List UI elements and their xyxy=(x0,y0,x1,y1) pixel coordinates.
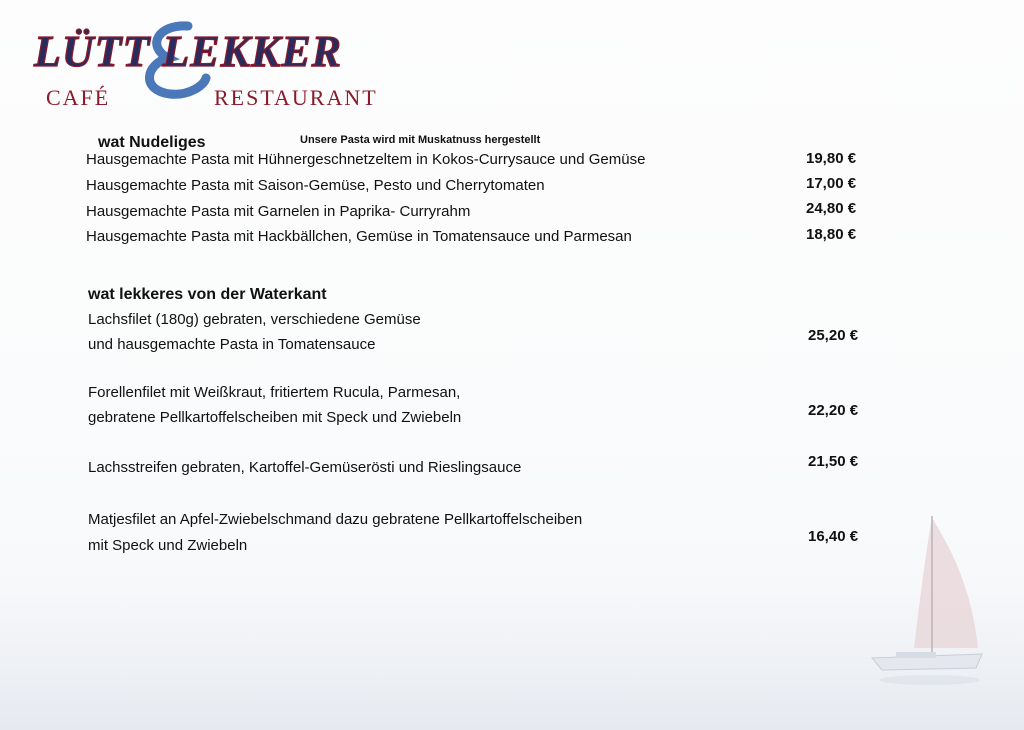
sailboat-illustration xyxy=(860,510,1000,700)
logo-graphic xyxy=(28,16,408,112)
section-title-waterkant: wat lekkeres von der Waterkant xyxy=(88,286,327,303)
sailboat-icon xyxy=(860,510,1000,700)
menu-item-line: Hausgemachte Pasta mit Garnelen in Paprika- Curryrahm xyxy=(86,203,471,220)
menu-item-line: Matjesfilet an Apfel-Zwiebelschmand dazu gebratene Pellkartoffelscheiben xyxy=(88,511,583,528)
menu-item-price: 17,00 € xyxy=(806,175,857,192)
menu-item-price: 25,20 € xyxy=(808,327,859,344)
section-note-pasta: Unsere Pasta wird mit Muskatnuss hergestellt xyxy=(300,134,541,146)
logo-restaurant: RESTAURANT xyxy=(214,85,378,110)
menu-item-line: Hausgemachte Pasta mit Saison-Gemüse, Pesto und Cherrytomaten xyxy=(86,177,545,194)
section-title-nudeliges: wat Nudeliges xyxy=(98,134,206,151)
menu-item-line: gebratene Pellkartoffelscheiben mit Speck und Zwiebeln xyxy=(88,409,462,426)
menu-item-line: mit Speck und Zwiebeln xyxy=(88,537,248,554)
menu-item-price: 18,80 € xyxy=(806,226,857,243)
restaurant-logo xyxy=(28,16,408,112)
logo-name: LÜTT LEKKER xyxy=(34,27,343,76)
menu-item-price: 22,20 € xyxy=(808,402,859,419)
menu-item-line: Forellenfilet mit Weißkraut, fritiertem Rucula, Parmesan, xyxy=(88,384,461,401)
menu-item-line: Hausgemachte Pasta mit Hühnergeschnetzeltem in Kokos-Currysauce und Gemüse xyxy=(86,151,646,168)
menu-item-price: 21,50 € xyxy=(808,453,859,470)
menu-item-price: 24,80 € xyxy=(806,200,857,217)
menu-item-price: 19,80 € xyxy=(806,150,857,167)
logo-cafe: CAFÉ xyxy=(46,85,111,110)
menu-item-price: 16,40 € xyxy=(808,528,859,545)
menu-item-line: und hausgemachte Pasta in Tomatensauce xyxy=(88,336,376,353)
menu-item-line: Lachsstreifen gebraten, Kartoffel-Gemüserösti und Rieslingsauce xyxy=(88,459,522,476)
menu-item-line: Lachsfilet (180g) gebraten, verschiedene Gemüse xyxy=(88,311,421,328)
menu-item-line: Hausgemachte Pasta mit Hackbällchen, Gemüse in Tomatensauce und Parmesan xyxy=(86,228,632,245)
